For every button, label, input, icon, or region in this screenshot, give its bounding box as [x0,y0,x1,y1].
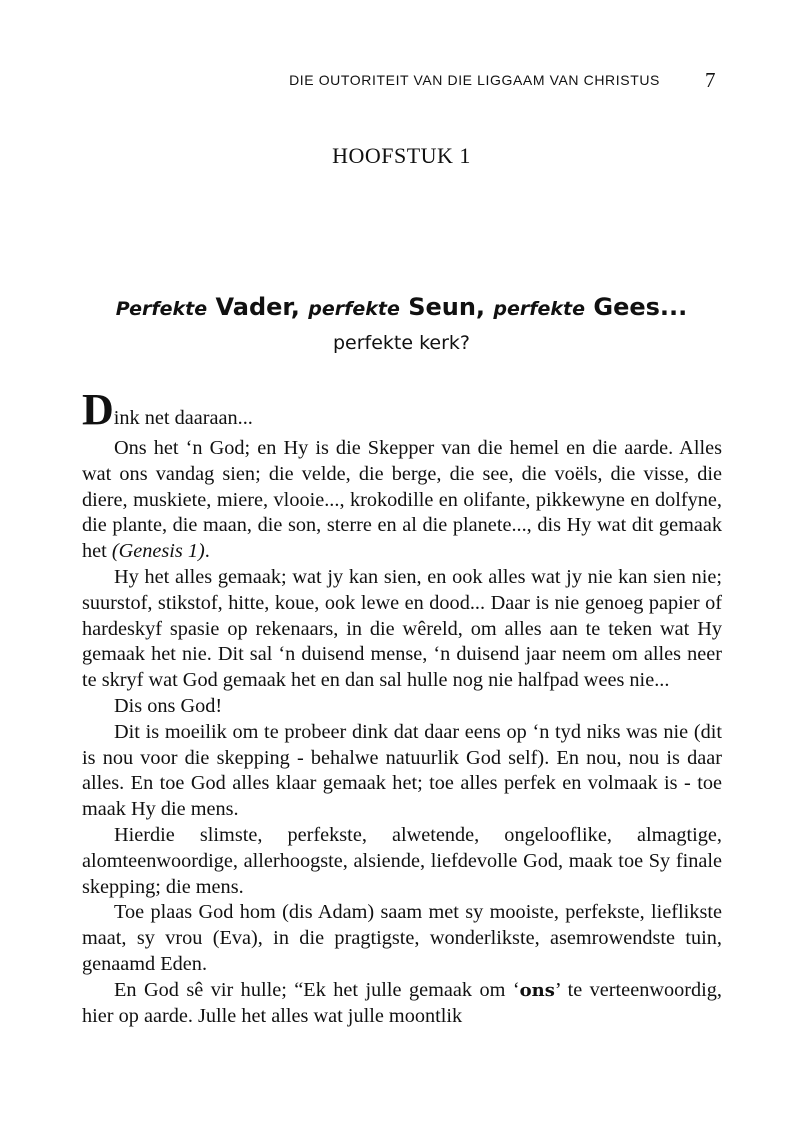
title-word-vader: Vader, [207,293,309,321]
chapter-subtitle: perfekte kerk? [332,332,471,354]
paragraph-5: Hierdie slimste, perfekste, alwetende, ongelooflike, almagtige, alomteenwoordige, allerhoogste, alsiende, liefdevolle God, maak toe Sy finale skepping; die mens. [82,823,722,898]
title-word-perfekte-1: Perfekte [115,298,208,320]
paragraph-2: Hy het alles gemaak; wat jy kan sien, en ook alles wat jy nie kan sien nie; suurstof, stikstof, hitte, koue, ook lewe en dood... Daar is nie genoeg papier of hardeskyf spasie op rekenaars, in die wêreld, om alles aan te teken wat Hy gemaak het nie. Dit sal ‘n duisend mense, ‘n duisend jaar neem om alles neer te skryf wat God gemaak het en dan sal hulle nog nie halfpad wees nie... [82,565,722,692]
paragraph-6: Toe plaas God hom (dis Adam) saam met sy mooiste, perfekste, lieflikste maat, sy vrou (Eva), in die pragtigste, wonderlikste, asemrowendste tuin, genaamd Eden. [82,901,722,975]
title-word-gees: Gees... [585,293,688,321]
paragraph-1-end: . [204,540,210,563]
title-word-perfekte-3: perfekte [493,298,586,320]
paragraph-1 [82,436,722,565]
paragraph-4: Dit is moeilik om te probeer dink dat daar eens op ‘n tyd niks was nie (dit is nou voor die skepping - behalwe natuurlik God self). En nou, nou is daar alles. En toe God alles klaar gemaak het; toe alles perfek en volmaak is - toe maak Hy die mens. [82,720,722,821]
chapter-title [0,292,803,324]
opening-line [82,385,722,440]
chapter-label: HOOFSTUK 1 [332,143,471,168]
paragraph-7 [82,978,722,1030]
title-word-seun: Seun, [399,293,494,321]
paragraph-7-end: ’ te verteenwoordig, hier op aarde. Julle het alles wat julle moontlik [82,978,722,1027]
drop-cap: D [82,385,114,434]
title-word-perfekte-2: perfekte [308,298,400,320]
running-header: DIE OUTORITEIT VAN DIE LIGGAAM VAN CHRISTUS [289,72,660,88]
page-number: 7 [705,68,716,92]
emphasis-word: ons [519,979,555,1001]
paragraph-3: Dis ons God! [114,694,223,717]
scripture-reference: (Genesis 1) [111,540,205,563]
body-text [82,385,722,1029]
paragraph-7-start: En God sê vir hulle; “Ek het julle gemaak om ‘ [114,978,520,1001]
opening-text: ink net daaraan... [113,407,253,429]
paragraph-1-text: Ons het ‘n God; en Hy is die Skepper van die hemel en die aarde. Alles wat ons vandag sien; die velde, die berge, die see, die voëls, die visse, die diere, muskiete, miere, vlooie..., krokodille en olifante, pikkewyne en dolfyne, die plante, die maan, die son, sterre en al die planete..., dis Hy wat dit gemaak het [82,437,722,563]
